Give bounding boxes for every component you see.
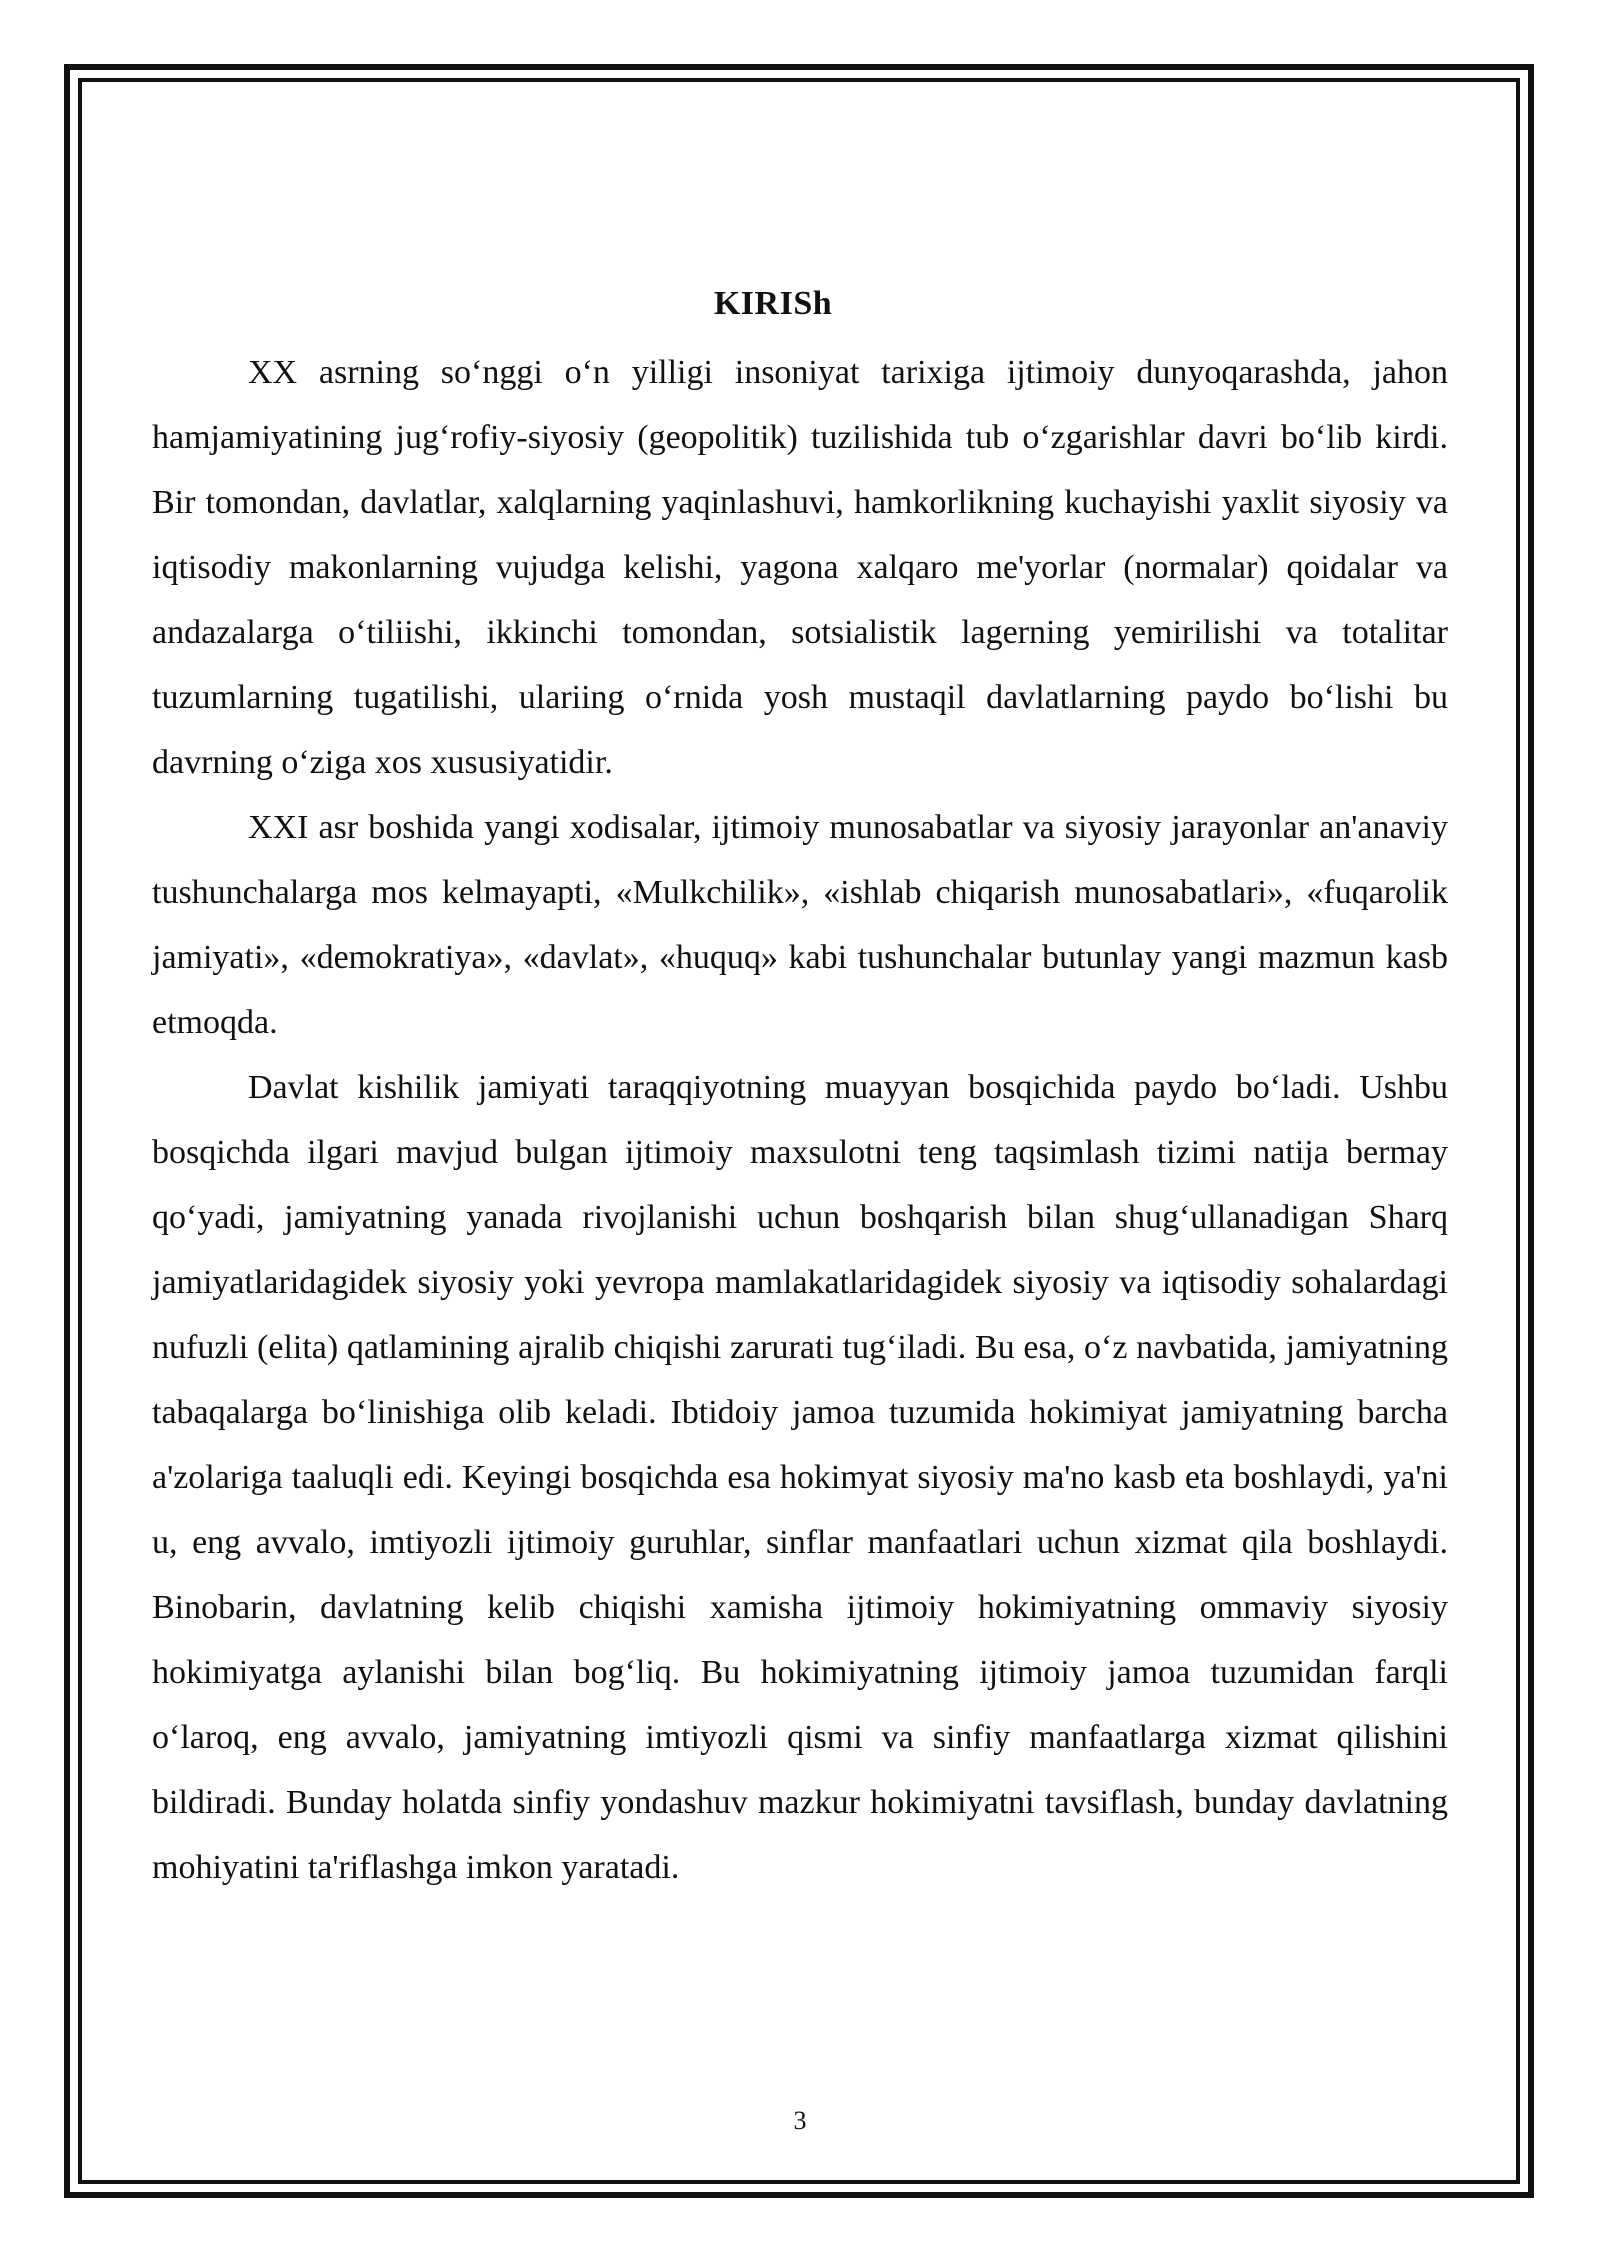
- document-body: [152, 340, 1448, 1900]
- document-title: KIRISh: [713, 285, 833, 322]
- paragraph-1: XX asrning so‘nggi o‘n yilligi insoniyat tarixiga ijtimoiy dunyoqarashda, jahon hamjamiyatining jug‘rofiy-siyosiy (geopolitik) tuzilishida tub o‘zgarishlar davri bo‘lib kirdi. Bir tomondan, davlatlar, xalqlarning yaqinlashuvi, hamkorlikning kuchayishi yaxlit siyosiy va iqtisodiy makonlarning vujudga kelishi, yagona xalqaro me'yorlar (normalar) qoidalar va andazalarga o‘tiliishi, ikkinchi tomondan, sotsialistik lagerning yemirilishi va totalitar tuzumlarning tugatilishi, ulariing o‘rnida yosh mustaqil davlatlarning paydo bo‘lishi bu davrning o‘ziga xos xususiyatidir.: [152, 354, 1448, 781]
- paragraph-2: XXI asr boshida yangi xodisalar, ijtimoiy munosabatlar va siyosiy jarayonlar an'anaviy tushunchalarga mos kelmayapti, «Mulkchilik», «ishlab chiqarish munosabatlari», «fuqarolik jamiyati», «demokratiya», «davlat», «huquq» kabi tushunchalar butunlay yangi mazmun kasb etmoqda.: [152, 809, 1448, 1041]
- paragraph-3: Davlat kishilik jamiyati taraqqiyotning muayyan bosqichida paydo bo‘ladi. Ushbu bosqichda ilgari mavjud bulgan ijtimoiy maxsulotni teng taqsimlash tizimi natija bermay qo‘yadi, jamiyatning yanada rivojlanishi uchun boshqarish bilan shug‘ullanadigan Sharq jamiyatlaridagidek siyosiy yoki yevropa mamlakatlaridagidek siyosiy va iqtisodiy sohalardagi nufuzli (elita) qatlamining ajralib chiqishi zarurati tug‘iladi. Bu esa, o‘z navbatida, jamiyatning tabaqalarga bo‘linishiga olib keladi. Ibtidoiy jamoa tuzumida hokimiyat jamiyatning barcha a'zolariga taaluqli edi. Keyingi bosqichda esa hokimyat siyosiy ma'no kasb eta boshlaydi, ya'ni u, eng avvalo, imtiyozli ijtimoiy guruhlar, sinflar manfaatlari uchun xizmat qila boshlaydi. Binobarin, davlatning kelib chiqishi xamisha ijtimoiy hokimiyatning ommaviy siyosiy hokimiyatga aylanishi bilan bog‘liq. Bu hokimiyatning ijtimoiy jamoa tuzumidan farqli o‘laroq, eng avvalo, jamiyatning imtiyozli qismi va sinfiy manfaatlarga xizmat qilishini bildiradi. Bunday holatda sinfiy yondashuv mazkur hokimiyatni tavsiflash, bunday davlatning mohiyatini ta'riflashga imkon yaratadi.: [152, 1069, 1448, 1886]
- page-number: 3: [793, 2106, 807, 2135]
